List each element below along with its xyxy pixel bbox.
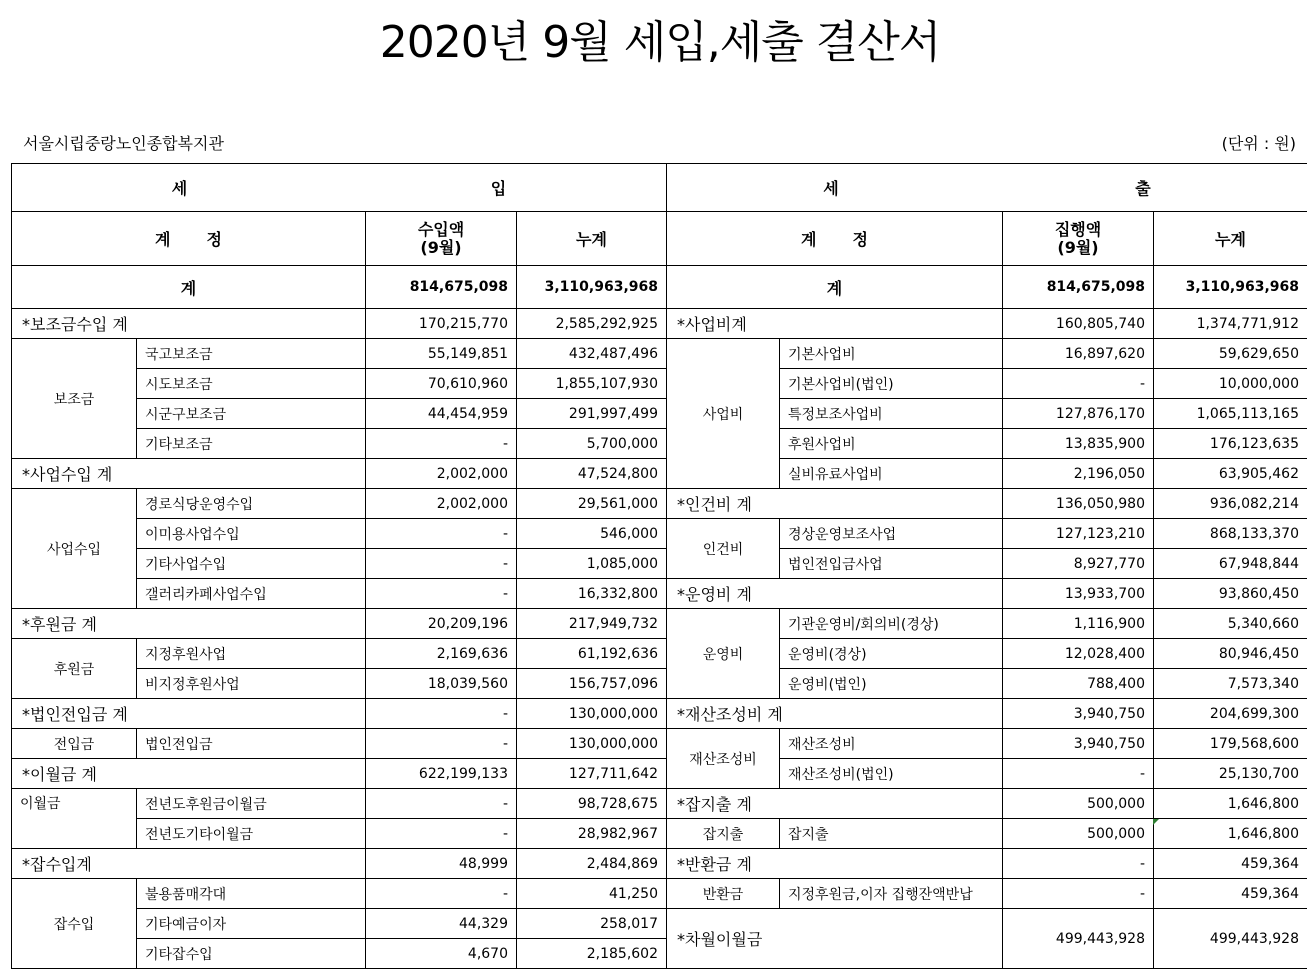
table-row — [12, 369, 1307, 399]
expense-cumulative-amount: 1,065,113,165 — [1154, 399, 1307, 429]
revenue-month-amount: - — [366, 549, 517, 579]
revenue-cumulative-amount: 432,487,496 — [517, 339, 667, 369]
revenue-account-header: 계 정 — [12, 212, 366, 266]
revenue-section-label: *사업수입 계 — [12, 459, 366, 489]
revenue-month-amount: - — [366, 519, 517, 549]
table-row — [12, 459, 1307, 489]
expense-cumulative-amount: 1,646,800 — [1154, 819, 1307, 849]
revenue-item-label: 법인전입금 — [137, 729, 366, 759]
revenue-month-amount: 20,209,196 — [366, 609, 517, 639]
revenue-month-amount: 2,002,000 — [366, 459, 517, 489]
table-row — [12, 429, 1307, 459]
expense-cumulative-amount: 93,860,450 — [1154, 579, 1307, 609]
table-row — [12, 309, 1307, 339]
expense-group-label: 사업비 — [667, 339, 780, 489]
revenue-item-label: 기타사업수입 — [137, 549, 366, 579]
expense-month-amount: 127,876,170 — [1003, 399, 1154, 429]
expense-group-label: 잡지출 — [667, 819, 780, 849]
revenue-month-header: 수입액 (9월) — [366, 212, 517, 266]
revenue-section-label: *이월금 계 — [12, 759, 366, 789]
expense-month-amount: 1,116,900 — [1003, 609, 1154, 639]
table-row — [12, 699, 1307, 729]
expense-header: 세 출 — [667, 164, 1307, 212]
revenue-cumulative-amount: 2,484,869 — [517, 849, 667, 879]
expense-group-label: 인건비 — [667, 519, 780, 579]
expense-section-label: *운영비 계 — [667, 579, 1003, 609]
revenue-month-amount: - — [366, 579, 517, 609]
expense-section-label: *재산조성비 계 — [667, 699, 1003, 729]
revenue-total-cumulative: 3,110,963,968 — [517, 266, 667, 309]
revenue-item-label: 시군구보조금 — [137, 399, 366, 429]
expense-month-amount: 127,123,210 — [1003, 519, 1154, 549]
revenue-cumulative-header: 누계 — [517, 212, 667, 266]
expense-month-amount: 500,000 — [1003, 789, 1154, 819]
document-title: 2020년 9월 세입,세출 결산서 — [379, 17, 941, 68]
revenue-month-amount: 2,169,636 — [366, 639, 517, 669]
revenue-month-amount: - — [366, 879, 517, 909]
expense-cumulative-amount: 10,000,000 — [1154, 369, 1307, 399]
revenue-month-amount: 18,039,560 — [366, 669, 517, 699]
expense-month-amount: 13,933,700 — [1003, 579, 1154, 609]
expense-cumulative-amount: 5,340,660 — [1154, 609, 1307, 639]
expense-month-amount: 499,443,928 — [1003, 909, 1154, 969]
revenue-group-label: 후원금 — [12, 639, 137, 699]
table-row — [12, 789, 1307, 819]
table-row — [12, 819, 1307, 849]
expense-month-amount: - — [1003, 879, 1154, 909]
expense-item-label: 운영비(경상) — [780, 639, 1003, 669]
revenue-cumulative-amount: 1,855,107,930 — [517, 369, 667, 399]
table-row — [12, 909, 1307, 939]
revenue-month-amount: 44,329 — [366, 909, 517, 939]
revenue-item-label: 불용품매각대 — [137, 879, 366, 909]
table-row — [12, 339, 1307, 369]
revenue-month-amount: 2,002,000 — [366, 489, 517, 519]
revenue-item-label: 기타잡수입 — [137, 939, 366, 969]
table-row — [12, 519, 1307, 549]
revenue-item-label: 전년도기타이월금 — [137, 819, 366, 849]
expense-month-amount: 8,927,770 — [1003, 549, 1154, 579]
expense-section-label: *사업비계 — [667, 309, 1003, 339]
expense-month-amount: 12,028,400 — [1003, 639, 1154, 669]
revenue-cumulative-amount: 16,332,800 — [517, 579, 667, 609]
revenue-section-label: *후원금 계 — [12, 609, 366, 639]
expense-cumulative-amount: 1,646,800 — [1154, 789, 1307, 819]
revenue-cumulative-amount: 98,728,675 — [517, 789, 667, 819]
revenue-header: 세 입 — [12, 164, 667, 212]
expense-cumulative-amount: 25,130,700 — [1154, 759, 1307, 789]
settlement-table — [11, 163, 1307, 969]
expense-section-label: *차월이월금 — [667, 909, 1003, 969]
revenue-month-amount: - — [366, 729, 517, 759]
expense-month-header: 집행액 (9월) — [1003, 212, 1154, 266]
expense-cumulative-amount: 936,082,214 — [1154, 489, 1307, 519]
revenue-item-label: 기타예금이자 — [137, 909, 366, 939]
revenue-section-label: *보조금수입 계 — [12, 309, 366, 339]
organization-name: 서울시립중랑노인종합복지관 — [23, 134, 224, 153]
revenue-item-label: 시도보조금 — [137, 369, 366, 399]
revenue-group-label: 사업수입 — [12, 489, 137, 609]
ledger-rows — [12, 309, 1307, 969]
revenue-total-label: 계 — [12, 266, 366, 309]
expense-cumulative-amount: 80,946,450 — [1154, 639, 1307, 669]
revenue-month-amount: 48,999 — [366, 849, 517, 879]
revenue-month-amount: 622,199,133 — [366, 759, 517, 789]
revenue-item-label: 비지정후원사업 — [137, 669, 366, 699]
revenue-cumulative-amount: 47,524,800 — [517, 459, 667, 489]
table-row — [12, 489, 1307, 519]
revenue-cumulative-amount: 1,085,000 — [517, 549, 667, 579]
revenue-month-amount: 70,610,960 — [366, 369, 517, 399]
unit-label: (단위 : 원) — [1221, 134, 1296, 153]
expense-month-amount: 2,196,050 — [1003, 459, 1154, 489]
expense-total-cumulative: 3,110,963,968 — [1154, 266, 1307, 309]
expense-cumulative-amount: 63,905,462 — [1154, 459, 1307, 489]
revenue-cumulative-amount: 217,949,732 — [517, 609, 667, 639]
table-row — [12, 759, 1307, 789]
expense-group-label: 운영비 — [667, 609, 780, 699]
expense-section-label: *반환금 계 — [667, 849, 1003, 879]
revenue-cumulative-amount: 130,000,000 — [517, 729, 667, 759]
revenue-item-label: 전년도후원금이월금 — [137, 789, 366, 819]
expense-item-label: 재산조성비(법인) — [780, 759, 1003, 789]
revenue-month-amount: 55,149,851 — [366, 339, 517, 369]
expense-item-label: 후원사업비 — [780, 429, 1003, 459]
revenue-cumulative-amount: 130,000,000 — [517, 699, 667, 729]
revenue-section-label: *법인전입금 계 — [12, 699, 366, 729]
table-row — [12, 849, 1307, 879]
revenue-total-month: 814,675,098 — [366, 266, 517, 309]
expense-month-amount: - — [1003, 759, 1154, 789]
expense-total-label: 계 — [667, 266, 1003, 309]
revenue-item-label: 경로식당운영수입 — [137, 489, 366, 519]
revenue-month-amount: - — [366, 789, 517, 819]
table-row — [12, 639, 1307, 669]
revenue-item-label: 이미용사업수입 — [137, 519, 366, 549]
revenue-group-label: 이월금 — [12, 789, 137, 849]
expense-item-label: 운영비(법인) — [780, 669, 1003, 699]
revenue-item-label: 갤러리카페사업수입 — [137, 579, 366, 609]
expense-cumulative-amount: 7,573,340 — [1154, 669, 1307, 699]
revenue-cumulative-amount: 2,585,292,925 — [517, 309, 667, 339]
expense-account-header: 계 정 — [667, 212, 1003, 266]
revenue-cumulative-amount: 41,250 — [517, 879, 667, 909]
expense-item-label: 지정후원금,이자 집행잔액반납 — [780, 879, 1003, 909]
revenue-group-label: 잡수입 — [12, 879, 137, 969]
cell-comment-marker — [1153, 819, 1159, 825]
revenue-month-amount: - — [366, 819, 517, 849]
revenue-cumulative-amount: 258,017 — [517, 909, 667, 939]
expense-month-amount: 3,940,750 — [1003, 699, 1154, 729]
expense-section-label: *잡지출 계 — [667, 789, 1003, 819]
revenue-month-amount: 170,215,770 — [366, 309, 517, 339]
expense-month-amount: 500,000 — [1003, 819, 1154, 849]
table-row — [12, 609, 1307, 639]
revenue-month-amount: - — [366, 429, 517, 459]
expense-item-label: 기관운영비/회의비(경상) — [780, 609, 1003, 639]
table-row — [12, 669, 1307, 699]
revenue-cumulative-amount: 156,757,096 — [517, 669, 667, 699]
expense-cumulative-amount: 868,133,370 — [1154, 519, 1307, 549]
expense-cumulative-amount: 459,364 — [1154, 879, 1307, 909]
expense-month-amount: 788,400 — [1003, 669, 1154, 699]
revenue-cumulative-amount: 61,192,636 — [517, 639, 667, 669]
revenue-group-label: 전입금 — [12, 729, 137, 759]
expense-item-label: 기본사업비(법인) — [780, 369, 1003, 399]
expense-item-label: 잡지출 — [780, 819, 1003, 849]
revenue-section-label: *잡수입계 — [12, 849, 366, 879]
expense-month-amount: - — [1003, 369, 1154, 399]
revenue-group-label: 보조금 — [12, 339, 137, 459]
expense-group-label: 재산조성비 — [667, 729, 780, 789]
expense-item-label: 실비유료사업비 — [780, 459, 1003, 489]
table-row — [12, 399, 1307, 429]
expense-month-amount: 13,835,900 — [1003, 429, 1154, 459]
expense-item-label: 재산조성비 — [780, 729, 1003, 759]
expense-cumulative-amount: 204,699,300 — [1154, 699, 1307, 729]
revenue-month-amount: 4,670 — [366, 939, 517, 969]
revenue-month-amount: - — [366, 699, 517, 729]
expense-total-month: 814,675,098 — [1003, 266, 1154, 309]
expense-cumulative-amount: 67,948,844 — [1154, 549, 1307, 579]
table-row — [12, 579, 1307, 609]
revenue-cumulative-amount: 29,561,000 — [517, 489, 667, 519]
revenue-cumulative-amount: 127,711,642 — [517, 759, 667, 789]
expense-cumulative-header: 누계 — [1154, 212, 1307, 266]
expense-cumulative-amount: 176,123,635 — [1154, 429, 1307, 459]
expense-month-amount: 3,940,750 — [1003, 729, 1154, 759]
table-row — [12, 729, 1307, 759]
expense-item-label: 특정보조사업비 — [780, 399, 1003, 429]
revenue-cumulative-amount: 28,982,967 — [517, 819, 667, 849]
expense-cumulative-amount: 179,568,600 — [1154, 729, 1307, 759]
revenue-cumulative-amount: 291,997,499 — [517, 399, 667, 429]
expense-item-label: 기본사업비 — [780, 339, 1003, 369]
expense-cumulative-amount: 59,629,650 — [1154, 339, 1307, 369]
revenue-month-amount: 44,454,959 — [366, 399, 517, 429]
expense-month-amount: 16,897,620 — [1003, 339, 1154, 369]
table-row — [12, 879, 1307, 909]
expense-section-label: *인건비 계 — [667, 489, 1003, 519]
revenue-cumulative-amount: 2,185,602 — [517, 939, 667, 969]
revenue-item-label: 국고보조금 — [137, 339, 366, 369]
expense-cumulative-amount: 459,364 — [1154, 849, 1307, 879]
expense-month-amount: - — [1003, 849, 1154, 879]
revenue-cumulative-amount: 5,700,000 — [517, 429, 667, 459]
revenue-item-label: 지정후원사업 — [137, 639, 366, 669]
expense-month-amount: 160,805,740 — [1003, 309, 1154, 339]
expense-item-label: 경상운영보조사업 — [780, 519, 1003, 549]
table-row — [12, 549, 1307, 579]
expense-cumulative-amount: 1,374,771,912 — [1154, 309, 1307, 339]
expense-item-label: 법인전입금사업 — [780, 549, 1003, 579]
expense-cumulative-amount: 499,443,928 — [1154, 909, 1307, 969]
expense-month-amount: 136,050,980 — [1003, 489, 1154, 519]
expense-group-label: 반환금 — [667, 879, 780, 909]
revenue-item-label: 기타보조금 — [137, 429, 366, 459]
revenue-cumulative-amount: 546,000 — [517, 519, 667, 549]
